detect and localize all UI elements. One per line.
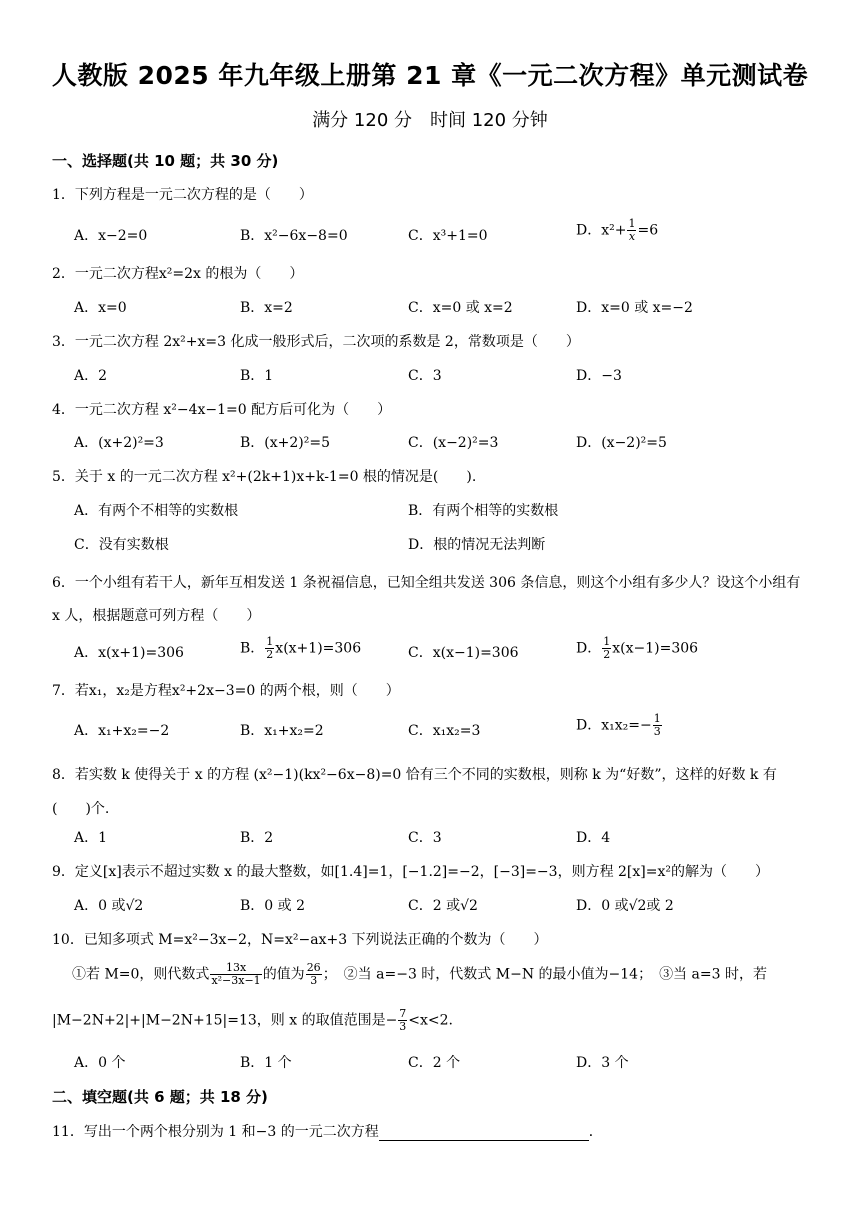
question-7-option-b: B．x₁+x₂=2 <box>240 723 324 739</box>
question-5-option-d: D．根的情况无法判断 <box>408 537 546 553</box>
question-2-option-c: C．x=0 或 x=2 <box>408 300 513 316</box>
question-1-option-c: C．x³+1=0 <box>408 228 488 244</box>
question-5-option-a: A．有两个不相等的实数根 <box>74 503 239 519</box>
question-4-option-d: D．(x−2)²=5 <box>576 435 667 451</box>
question-8-option-b: B．2 <box>240 830 274 846</box>
numerator: 1 <box>266 635 274 648</box>
question-5-option-c: C．没有实数根 <box>74 537 169 553</box>
question-7-option-a: A．x₁+x₂=−2 <box>74 723 170 739</box>
question-10-statement-line-1 <box>72 962 767 987</box>
fraction <box>653 713 662 738</box>
question-10-option-d: D．3 个 <box>576 1055 629 1071</box>
question-8-option-c: C．3 <box>408 830 442 846</box>
question-2-stem: 2．一元二次方程x²=2x 的根为（ ） <box>52 266 304 282</box>
question-6-option-c: C．x(x−1)=306 <box>408 645 519 661</box>
denominator: 3 <box>310 974 318 987</box>
fraction <box>398 1008 407 1033</box>
fraction <box>265 636 274 661</box>
question-3-option-c: C．3 <box>408 368 442 384</box>
question-10-option-b: B．1 个 <box>240 1055 292 1071</box>
fraction <box>627 218 636 243</box>
question-8-stem: 8．若实数 k 使得关于 x 的方程 (x²−1)(kx²−6x−8)=0 恰有三个不同的实数根，则称 k 为“好数”，这样的好数 k 有( )个. <box>52 767 777 817</box>
numerator: 7 <box>399 1007 407 1020</box>
question-7-option-d <box>576 713 663 738</box>
denominator: x²−3x−1 <box>211 974 261 987</box>
denominator: x <box>628 230 636 243</box>
numerator: 1 <box>628 217 636 230</box>
fraction <box>602 636 611 661</box>
question-7-stem: 7．若x₁，x₂是方程x²+2x−3=0 的两个根，则（ ） <box>52 683 400 699</box>
question-2-option-a: A．x=0 <box>74 300 127 316</box>
numerator: 26 <box>306 961 321 974</box>
question-7-option-c: C．x₁x₂=3 <box>408 723 481 739</box>
section-heading-choice: 一、选择题(共 10 题；共 30 分) <box>52 152 279 170</box>
question-6-option-b <box>240 636 361 661</box>
question-5-stem: 5．关于 x 的一元二次方程 x²+(2k+1)x+k-1=0 根的情况是( ). <box>52 469 477 485</box>
question-3-option-a: A．2 <box>74 368 108 384</box>
question-3-stem: 3．一元二次方程 2x²+x=3 化成一般形式后，二次项的系数是 2，常数项是（ ） <box>52 334 580 350</box>
answer-blank[interactable] <box>379 1126 589 1141</box>
option-d-prefix: D．x²+ <box>576 222 627 239</box>
question-4-option-a: A．(x+2)²=3 <box>74 435 164 451</box>
statement-text: |M−2N+2|+|M−2N+15|=13，则 x 的取值范围是− <box>52 1012 398 1029</box>
statement-text: 的值为 <box>262 966 305 983</box>
question-9-option-b: B．0 或 2 <box>240 898 306 914</box>
fraction <box>306 962 322 987</box>
statement-text: <x<2. <box>408 1012 454 1029</box>
question-1-option-a: A．x−2=0 <box>74 228 148 244</box>
statement-text: ； ②当 a=−3 时，代数式 M−N 的最小值为−14； ③当 a=3 时，若 <box>322 966 767 983</box>
statement-text: ①若 M=0，则代数式 <box>72 966 210 983</box>
question-1-option-d <box>576 218 658 243</box>
question-2-option-d: D．x=0 或 x=−2 <box>576 300 693 316</box>
option-d-suffix: =6 <box>637 222 659 239</box>
question-3-option-b: B．1 <box>240 368 274 384</box>
question-4-option-b: B．(x+2)²=5 <box>240 435 330 451</box>
option-b-prefix: B． <box>240 640 265 657</box>
page-title: 人教版 2025 年九年级上册第 21 章《一元二次方程》单元测试卷 <box>51 61 809 90</box>
question-6-stem: 6．一个小组有若干人，新年互相发送 1 条祝福信息，已知全组共发送 306 条信息，则这个小组有多少人？设这个小组有 x 人，根据题意可列方程（ ） <box>52 575 801 624</box>
question-3-option-d: D．−3 <box>576 368 622 384</box>
option-d-suffix: x(x−1)=306 <box>612 640 699 657</box>
question-11-end: ． <box>588 1124 603 1140</box>
question-2-option-b: B．x=2 <box>240 300 293 316</box>
question-9-option-d: D．0 或√2或 2 <box>576 898 674 914</box>
question-10-statement-line-2 <box>52 1008 453 1033</box>
question-6-option-d <box>576 636 698 661</box>
denominator: 3 <box>653 725 661 738</box>
denominator: 3 <box>399 1020 407 1033</box>
option-b-suffix: x(x+1)=306 <box>275 640 362 657</box>
question-8-option-a: A．1 <box>74 830 108 846</box>
question-8-option-d: D．4 <box>576 830 611 846</box>
question-4-option-c: C．(x−2)²=3 <box>408 435 499 451</box>
numerator: 13x <box>210 962 261 975</box>
question-1-stem: 1．下列方程是一元二次方程的是（ ） <box>52 187 313 203</box>
question-9-stem: 9．定义[x]表示不超过实数 x 的最大整数，如[1.4]=1，[−1.2]=−2，[−3]=−3，则方程 2[x]=x²的解为（ ） <box>52 864 769 880</box>
question-10-option-a: A．0 个 <box>74 1055 126 1071</box>
option-d-prefix: D． <box>576 640 602 657</box>
page-subtitle: 满分 120 分 时间 120 分钟 <box>312 110 548 131</box>
question-11-stem <box>52 1121 603 1141</box>
question-9-option-a: A．0 或√2 <box>74 898 144 914</box>
numerator: 1 <box>603 635 611 648</box>
question-10-stem: 10．已知多项式 M=x²−3x−2，N=x²−ax+3 下列说法正确的个数为（ ） <box>52 932 548 948</box>
question-9-option-c: C．2 或√2 <box>408 898 478 914</box>
fraction <box>210 962 261 987</box>
question-4-stem: 4．一元二次方程 x²−4x−1=0 配方后可化为（ ） <box>52 402 392 418</box>
numerator: 1 <box>653 712 661 725</box>
question-1-option-b: B．x²−6x−8=0 <box>240 228 348 244</box>
question-11-text: 11．写出一个两个根分别为 1 和−3 的一元二次方程 <box>52 1124 379 1140</box>
denominator: 2 <box>603 648 611 661</box>
denominator: 2 <box>266 648 274 661</box>
option-d-prefix: D．x₁x₂=− <box>576 717 652 734</box>
question-6-option-a: A．x(x+1)=306 <box>74 645 184 661</box>
question-5-option-b: B．有两个相等的实数根 <box>408 503 559 519</box>
section-heading-fill: 二、填空题(共 6 题；共 18 分) <box>52 1088 268 1106</box>
question-10-option-c: C．2 个 <box>408 1055 461 1071</box>
